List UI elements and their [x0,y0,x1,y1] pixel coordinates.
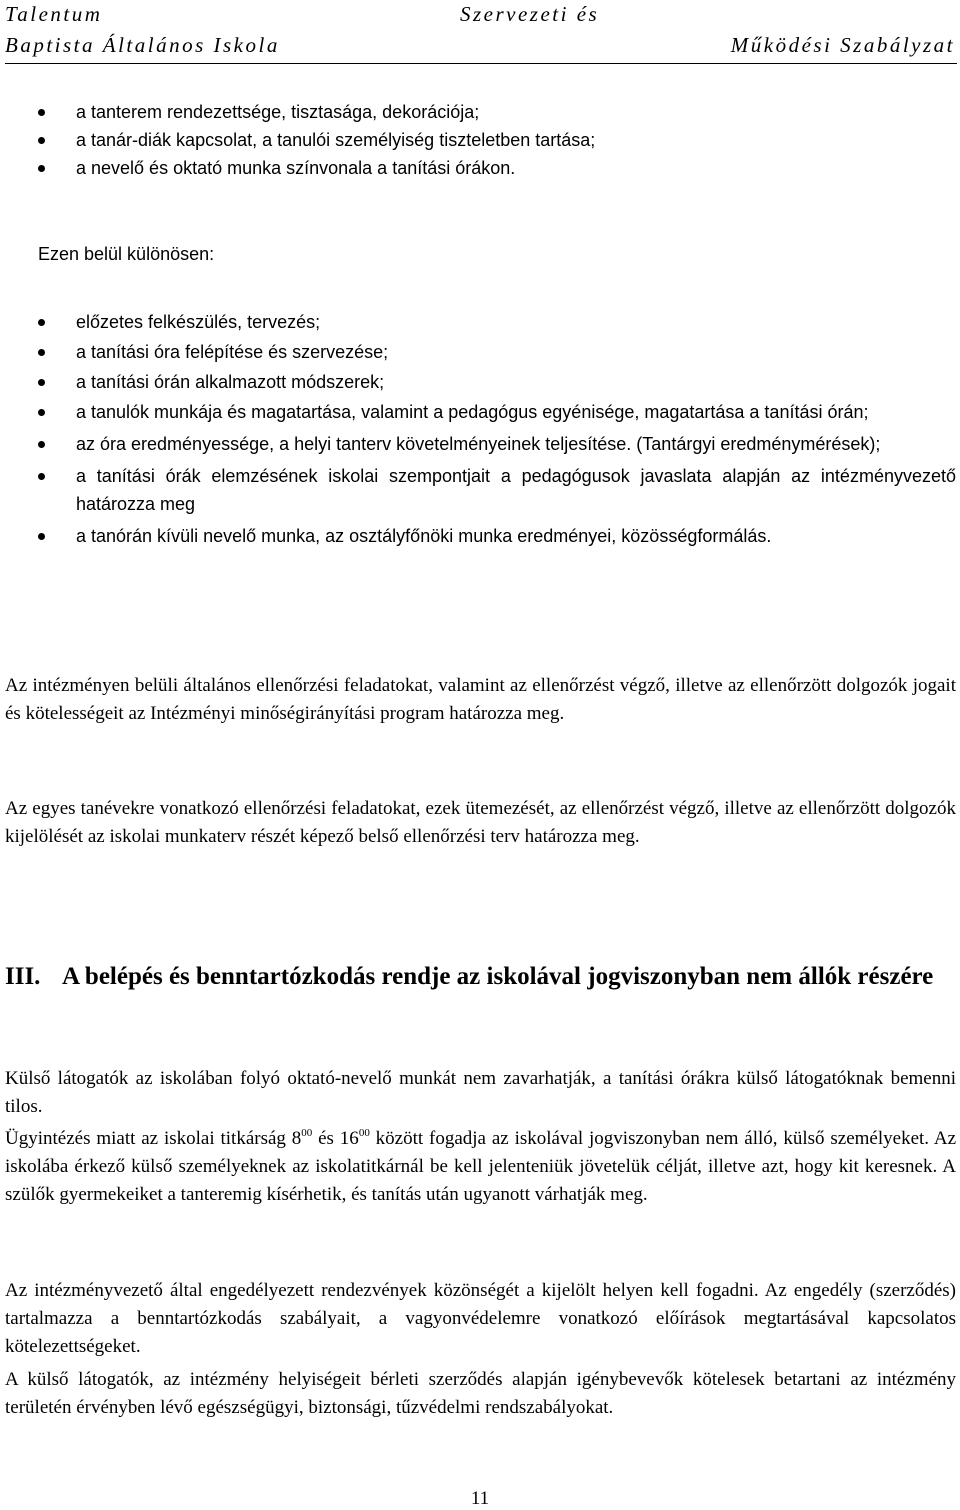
bullet-icon [38,109,45,116]
paragraph: Az intézményvezető által engedélyezett rendezvények közönségét a kijelölt helyen kell fogadni. Az engedély (szerződés) tartalmazza a benntartózkodás szabályait, a vagyonvédelemre vonatkozó előírások megtartásával kapcsolatos kötelezettségeket. [5,1280,956,1357]
bullet-icon [38,441,45,448]
page-header [5,0,955,66]
bullet-icon [38,379,45,386]
paragraph: Ügyintézés miatt az iskolai titkárság $8^{00}$ és $16^{00}$ között fogadja az iskolával jogviszonyban nem álló, külső személyeket. Az iskolába érkező külső személyeknek az iskolatitkárnál be kell jelenteniük jövetelük célját, illetve azt, hogy kit keresnek. A szülők gyermekeiket a tanteremig kísérhetik, és tanítás után ugyanott várhatják meg. [5,1127,956,1205]
list-item: a tanítási órán alkalmazott módszerek; [38,368,956,396]
section-title: A belépés és benntartózkodás rendje az iskolával jogviszonyban nem állók részére [62,963,934,990]
bullet-icon [38,349,45,356]
bullet-icon [38,137,45,144]
list-item: a tanár-diák kapcsolat, a tanulói személyiség tiszteletben tartása; [38,126,956,154]
header-right-line2: Működési Szabályzat [730,33,955,57]
paragraph: A külső látogatók, az intézmény helyiségeit bérleti szerződés alapján igénybevevők kötelesek betartani az intézmény területén érvényben lévő egészségügyi, biztonsági, tűzvédelmi rendszabályokat. [5,1369,956,1418]
bullet-icon [38,533,45,540]
section-number: III. [5,963,41,990]
bullet-list-1 [38,98,956,182]
bullet-list-2 [38,308,956,550]
bullet-icon [38,319,45,326]
paragraph: Külső látogatók az iskolában folyó oktató-nevelő munkát nem zavarhatják, a tanítási órákra külső látogatóknak bemenni tilos. [5,1068,956,1117]
intro-text: Ezen belül különösen: [38,244,215,264]
list-item: előzetes felkészülés, tervezés; [38,308,956,336]
list-item: a tanórán kívüli nevelő munka, az osztályfőnöki munka eredményei, közösségformálás. [38,522,956,550]
list-item: a tanítási órák elemzésének iskolai szempontjait a pedagógusok javaslata alapján az intézményvezető határozza meg [38,462,956,518]
header-left-line2: Baptista Általános Iskola [5,33,280,57]
header-right-line1: Szervezeti és [460,2,600,26]
paragraph: Az intézményen belüli általános ellenőrzési feladatokat, valamint az ellenőrzést végző, illetve az ellenőrzött dolgozók jogait és kötelességeit az Intézményi minőségirányítási program határozza meg. [5,675,956,724]
header-divider [5,63,957,64]
paragraph: Az egyes tanévekre vonatkozó ellenőrzési feladatokat, ezek ütemezését, az ellenőrzést végző, illetve az ellenőrzött dolgozók kijelölését az iskolai munkaterv részét képező belső ellenőrzési terv határozza meg. [5,798,956,847]
header-left-line1: Talentum [5,2,103,26]
list-item: a tanítási óra felépítése és szervezése; [38,338,956,366]
list-item: a nevelő és oktató munka színvonala a tanítási órákon. [38,154,956,182]
list-item: a tanterem rendezettsége, tisztasága, dekorációja; [38,98,956,126]
list-item: a tanulók munkája és magatartása, valamint a pedagógus egyénisége, magatartása a tanítási órán; [38,398,956,426]
bullet-icon [38,165,45,172]
bullet-icon [38,409,45,416]
bullet-icon [38,473,45,480]
list-item: az óra eredményessége, a helyi tanterv követelményeinek teljesítése. (Tantárgyi eredménymérések); [38,430,956,458]
page-number: 11 [470,1488,490,1509]
